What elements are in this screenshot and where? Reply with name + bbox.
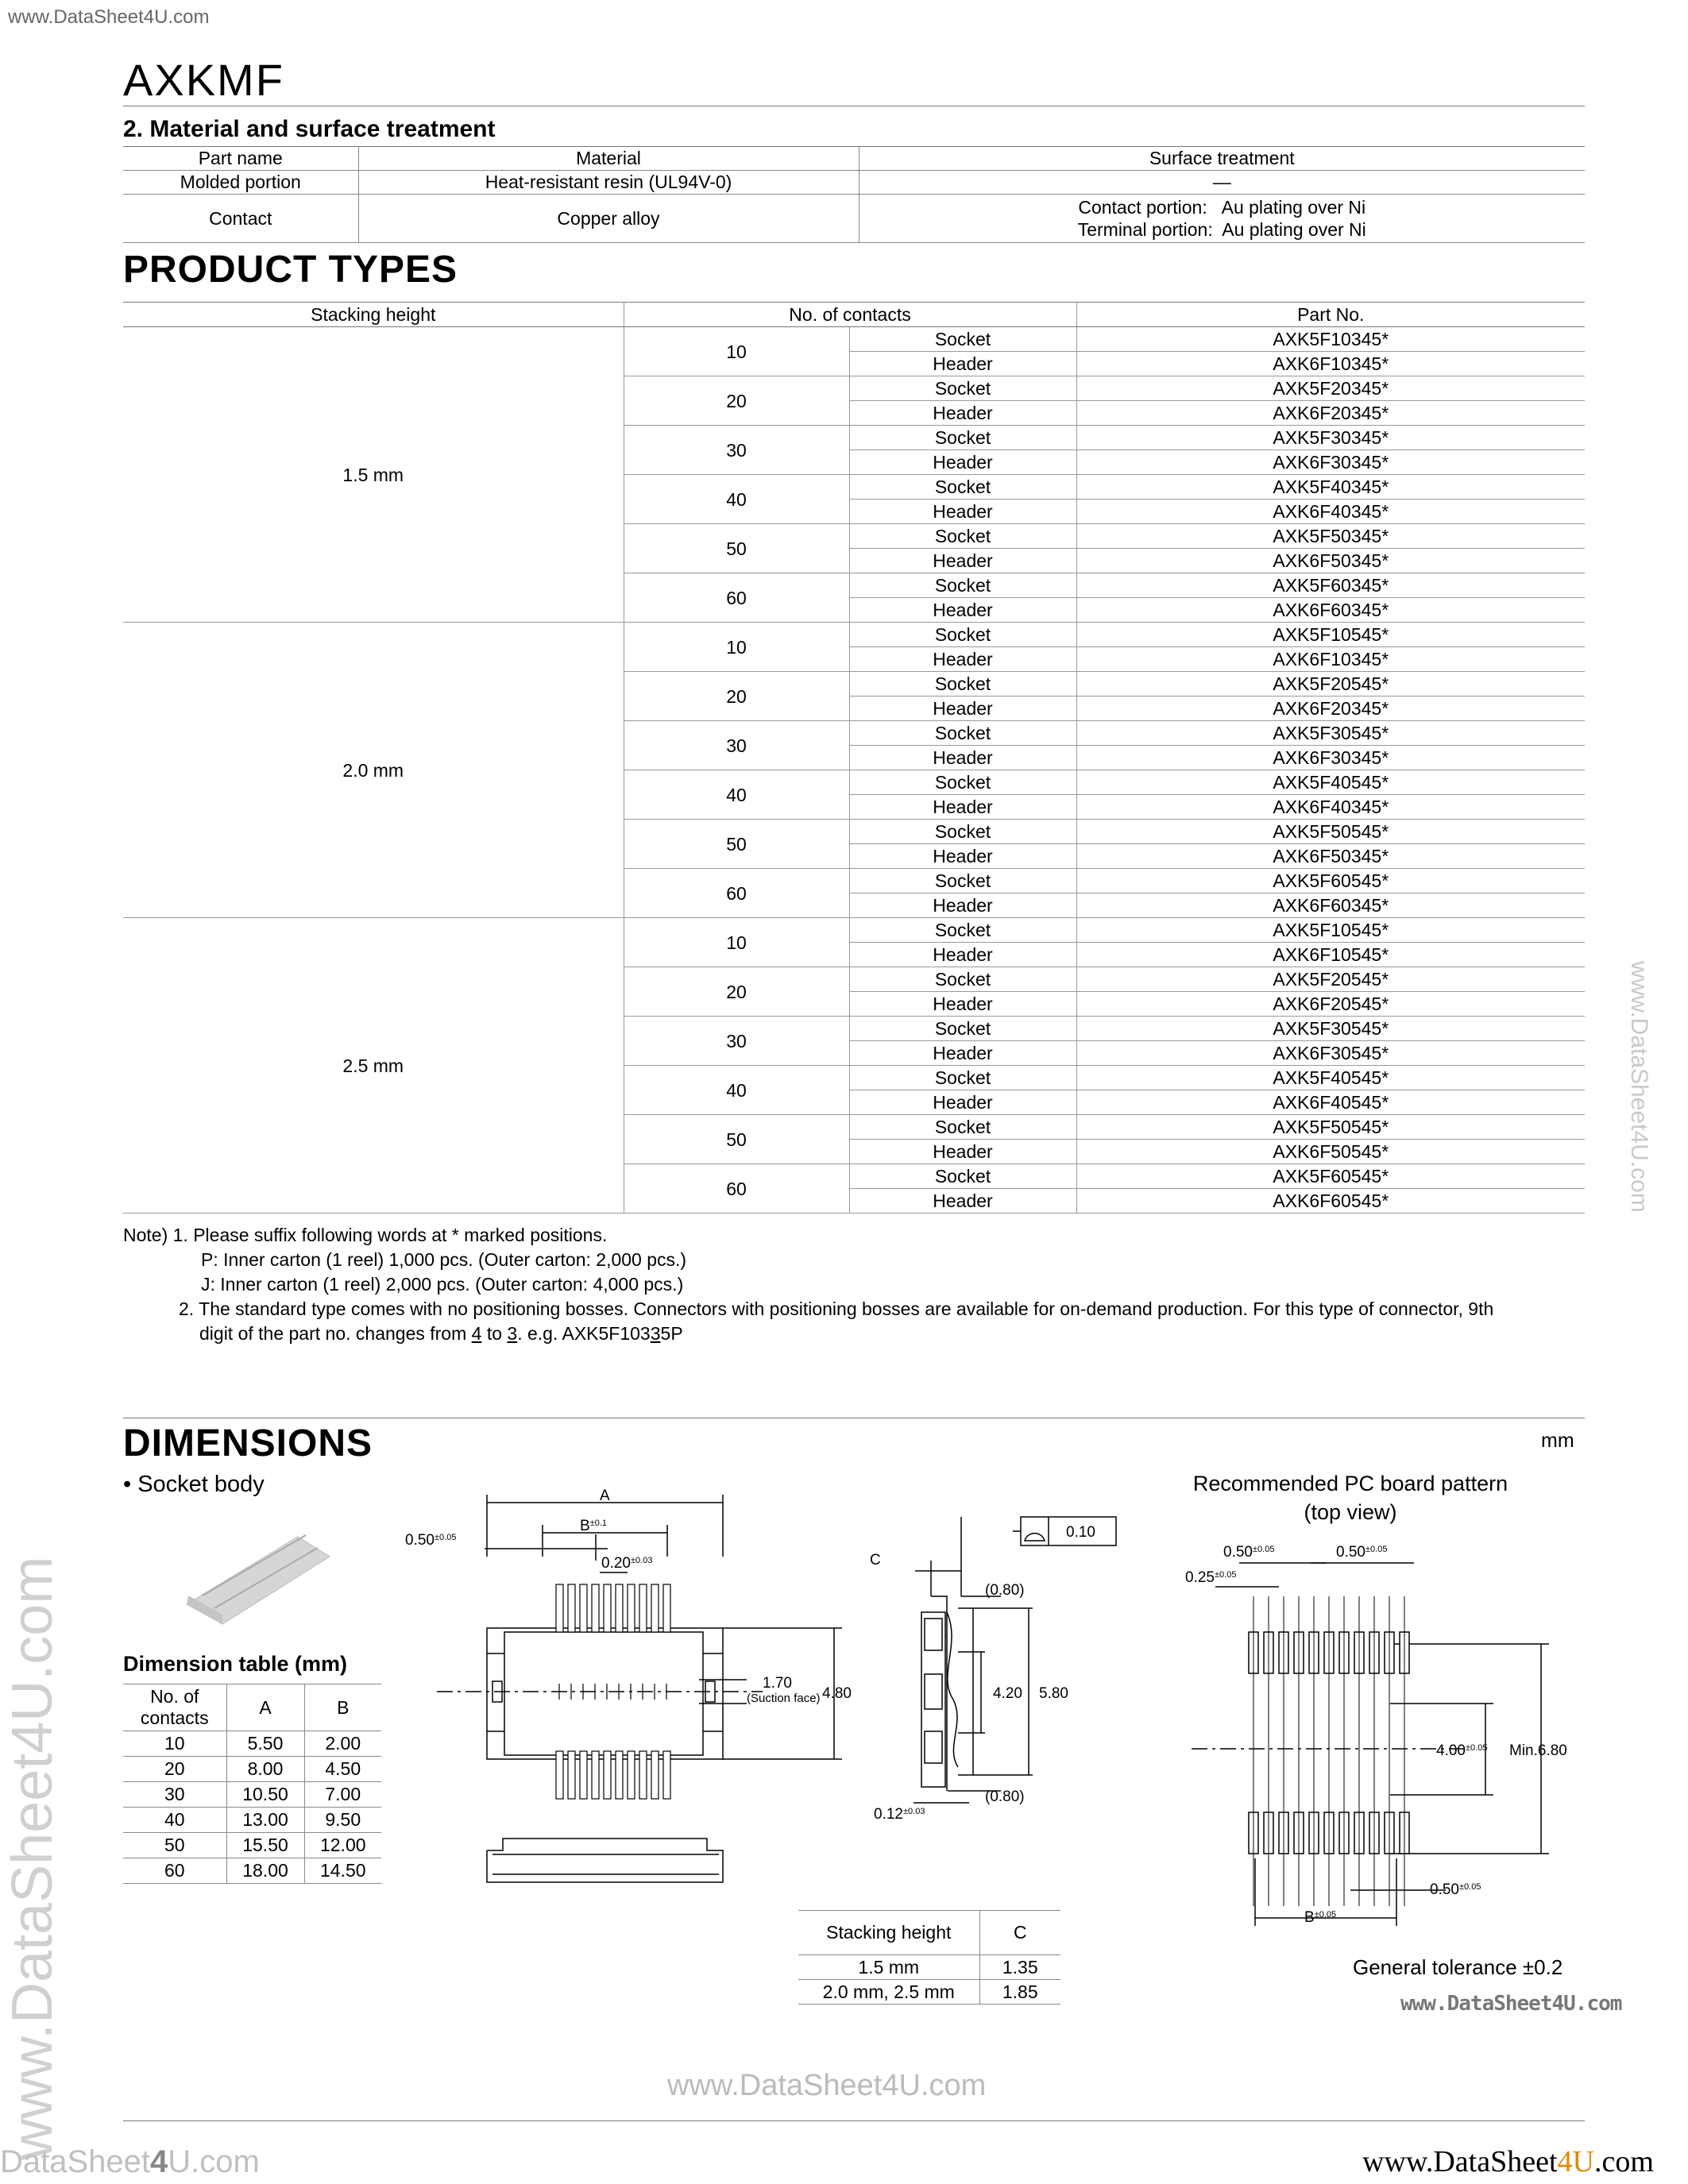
product-types-wrap bbox=[123, 302, 1585, 1214]
dim-row bbox=[123, 1808, 381, 1833]
dim-body bbox=[123, 1731, 381, 1884]
contact-pin bbox=[663, 1751, 670, 1799]
material-cell: — bbox=[859, 171, 1585, 195]
contact-pin bbox=[568, 1584, 575, 1632]
general-tolerance: General tolerance ±0.2 bbox=[1353, 1955, 1563, 1979]
pcb-dim-050-bottom-tol: ±0.05 bbox=[1458, 1882, 1481, 1892]
contact-pin bbox=[639, 1751, 647, 1799]
unit-label: mm bbox=[1541, 1430, 1574, 1452]
pt-type-socket: Socket bbox=[849, 770, 1076, 795]
dim-cell: 4.50 bbox=[304, 1757, 381, 1782]
pt-type-header: Header bbox=[849, 893, 1076, 918]
pt-part-no: AXK6F60345* bbox=[1076, 598, 1585, 623]
pt-contacts: 50 bbox=[624, 820, 849, 869]
note-2b bbox=[123, 1322, 1593, 1346]
dim-cell: 14.50 bbox=[304, 1858, 381, 1884]
pt-type-socket: Socket bbox=[849, 820, 1076, 844]
pt-type-header: Header bbox=[849, 1189, 1076, 1214]
contact-pin bbox=[604, 1751, 611, 1799]
pt-header-contacts: No. of contacts bbox=[624, 303, 1076, 327]
dim-cell: 50 bbox=[123, 1833, 226, 1858]
contact-pin bbox=[616, 1751, 623, 1799]
pt-type-socket: Socket bbox=[849, 524, 1076, 549]
pt-part-no: AXK6F40345* bbox=[1076, 795, 1585, 820]
pt-part-no: AXK6F40545* bbox=[1076, 1090, 1585, 1115]
pt-part-no: AXK6F10345* bbox=[1076, 352, 1585, 376]
socket-body-label: • Socket body bbox=[123, 1472, 265, 1497]
pt-part-no: AXK5F50545* bbox=[1076, 1115, 1585, 1140]
footer-left-4: 4 bbox=[150, 2144, 168, 2179]
note-2b-mid: to bbox=[481, 1323, 508, 1344]
pcb-dim-025-tol: ±0.05 bbox=[1214, 1570, 1237, 1580]
pcb-dim-025-value: 0.25 bbox=[1185, 1569, 1215, 1586]
pcb-title-line2: (top view) bbox=[1304, 1500, 1397, 1524]
pt-row bbox=[123, 918, 1585, 943]
dim-012 bbox=[874, 1806, 925, 1823]
dim-cell: 60 bbox=[123, 1858, 226, 1884]
pt-type-socket: Socket bbox=[849, 918, 1076, 943]
footer-left-watermark bbox=[0, 2144, 260, 2180]
pcb-dim-b-tol: ±0.05 bbox=[1314, 1910, 1337, 1920]
pt-type-socket: Socket bbox=[849, 967, 1076, 992]
pt-type-socket: Socket bbox=[849, 376, 1076, 401]
pt-type-header: Header bbox=[849, 500, 1076, 524]
pcb-pads bbox=[1249, 1596, 1409, 1906]
pcb-title-line1: Recommended PC board pattern bbox=[1192, 1472, 1508, 1495]
pt-part-no: AXK6F30345* bbox=[1076, 450, 1585, 475]
dim-020-value: 0.20 bbox=[601, 1555, 631, 1572]
pcb-dim-b-value: B bbox=[1304, 1909, 1315, 1926]
pcb-pattern bbox=[1168, 1541, 1581, 1938]
pt-type-socket: Socket bbox=[849, 721, 1076, 746]
dim-b-value: B bbox=[580, 1518, 590, 1534]
dim-cell: 18.00 bbox=[226, 1858, 304, 1884]
dim-cell: 15.50 bbox=[226, 1833, 304, 1858]
center-watermark: www.DataSheet4U.com bbox=[667, 2069, 987, 2102]
product-types-heading: PRODUCT TYPES bbox=[123, 249, 458, 291]
pcb-dim-050-left-tol: ±0.05 bbox=[1252, 1545, 1275, 1554]
note-2b-pre: digit of the part no. changes from bbox=[199, 1323, 472, 1344]
stack-cell: 2.0 mm, 2.5 mm bbox=[798, 1980, 979, 2005]
dim-row bbox=[123, 1782, 381, 1808]
pt-type-socket: Socket bbox=[849, 573, 1076, 598]
dimension-table bbox=[123, 1684, 381, 1884]
pt-part-no: AXK5F30545* bbox=[1076, 1017, 1585, 1041]
pt-part-no: AXK6F20345* bbox=[1076, 696, 1585, 721]
dim-cell: 10.50 bbox=[226, 1782, 304, 1808]
dim-header-b: B bbox=[304, 1684, 381, 1731]
pt-part-no: AXK5F10345* bbox=[1076, 327, 1585, 352]
dim-header-contacts: No. of contacts bbox=[123, 1684, 226, 1731]
dim-a: A bbox=[600, 1488, 610, 1504]
pcb-dim-050-left-value: 0.50 bbox=[1223, 1544, 1253, 1561]
note-1j: J: Inner carton (1 reel) 2,000 pcs. (Outer carton: 4,000 pcs.) bbox=[201, 1274, 684, 1295]
socket-photo-icon bbox=[179, 1529, 338, 1632]
pt-contacts: 60 bbox=[624, 1164, 849, 1214]
material-cell bbox=[859, 195, 1585, 243]
pt-stacking-height: 2.0 mm bbox=[123, 623, 624, 918]
right-bottom-watermark: www.DataSheet4U.com bbox=[1400, 1992, 1622, 2016]
contact-pin bbox=[651, 1584, 659, 1632]
dim-020 bbox=[601, 1555, 652, 1572]
dim-row bbox=[123, 1833, 381, 1858]
dim-cell: 13.00 bbox=[226, 1808, 304, 1833]
footer-right-a: www.DataSheet bbox=[1362, 2145, 1558, 2178]
pt-type-socket: Socket bbox=[849, 327, 1076, 352]
pcb-title bbox=[1184, 1469, 1517, 1526]
pt-part-no: AXK6F30545* bbox=[1076, 1041, 1585, 1066]
material-heading: 2. Material and surface treatment bbox=[123, 116, 496, 142]
dimensions-heading: DIMENSIONS bbox=[123, 1422, 373, 1464]
pcb-min-680: Min.6.80 bbox=[1509, 1742, 1567, 1759]
material-cell: Contact bbox=[123, 195, 358, 243]
pt-type-header: Header bbox=[849, 696, 1076, 721]
note-2b-eg-end: 5P bbox=[660, 1323, 683, 1344]
pt-part-no: AXK5F60545* bbox=[1076, 869, 1585, 893]
pt-type-socket: Socket bbox=[849, 1164, 1076, 1189]
dim-b-tol: ±0.1 bbox=[589, 1518, 608, 1528]
footer-rule bbox=[123, 2120, 1585, 2121]
contact-pin bbox=[628, 1584, 635, 1632]
pt-contacts: 20 bbox=[624, 967, 849, 1017]
pt-part-no: AXK5F60545* bbox=[1076, 1164, 1585, 1189]
dim-480: 4.80 bbox=[822, 1685, 852, 1702]
pt-header-part: Part No. bbox=[1076, 303, 1585, 327]
pt-type-socket: Socket bbox=[849, 623, 1076, 647]
pt-contacts: 60 bbox=[624, 869, 849, 918]
pt-type-header: Header bbox=[849, 352, 1076, 376]
pcb-dim-400-tol: ±0.05 bbox=[1465, 1743, 1488, 1753]
note-2b-eg: . e.g. AXK5F103 bbox=[517, 1323, 651, 1344]
pt-contacts: 20 bbox=[624, 376, 849, 426]
top-watermark: www.DataSheet4U.com bbox=[8, 6, 210, 28]
pcb-dim-050-left bbox=[1223, 1544, 1274, 1561]
notes bbox=[123, 1223, 1593, 1346]
pt-part-no: AXK5F20545* bbox=[1076, 967, 1585, 992]
pt-type-socket: Socket bbox=[849, 1017, 1076, 1041]
pt-stacking-height: 2.5 mm bbox=[123, 918, 624, 1214]
pcb-dim-050-bottom bbox=[1430, 1881, 1481, 1898]
pt-row bbox=[123, 623, 1585, 647]
contact-pin bbox=[568, 1751, 575, 1799]
pt-type-header: Header bbox=[849, 992, 1076, 1017]
pt-type-socket: Socket bbox=[849, 869, 1076, 893]
footer-right-watermark bbox=[1362, 2144, 1654, 2179]
material-header-part: Part name bbox=[123, 147, 358, 171]
dim-c: C bbox=[870, 1552, 881, 1569]
page-title: AXKMF bbox=[123, 55, 284, 105]
pt-part-no: AXK5F30545* bbox=[1076, 721, 1585, 746]
contact-pin bbox=[628, 1751, 635, 1799]
pt-stacking-height: 1.5 mm bbox=[123, 327, 624, 623]
dim-pitch-050-value: 0.50 bbox=[405, 1532, 435, 1549]
pt-part-no: AXK6F10545* bbox=[1076, 943, 1585, 967]
pt-part-no: AXK6F10345* bbox=[1076, 647, 1585, 672]
material-table-wrap bbox=[123, 146, 1585, 243]
pt-part-no: AXK5F30345* bbox=[1076, 426, 1585, 450]
pt-part-no: AXK5F50545* bbox=[1076, 820, 1585, 844]
pcb-dim-400 bbox=[1436, 1742, 1487, 1759]
dim-080-top: (0.80) bbox=[985, 1582, 1025, 1599]
pt-part-no: AXK6F40345* bbox=[1076, 500, 1585, 524]
note-1: Note) 1. Please suffix following words at * marked positions. bbox=[123, 1225, 608, 1245]
pt-contacts: 50 bbox=[624, 1115, 849, 1164]
surface-line: Contact portion: Au plating over Ni bbox=[1078, 197, 1366, 218]
note-2: 2. The standard type comes with no positioning bosses. Connectors with positioning bosses are available for on-demand production. For this type of connector, 9th bbox=[179, 1298, 1494, 1319]
product-types-table bbox=[123, 302, 1585, 1214]
contact-pin bbox=[592, 1751, 599, 1799]
pt-part-no: AXK5F10545* bbox=[1076, 918, 1585, 943]
pt-part-no: AXK5F10545* bbox=[1076, 623, 1585, 647]
pt-part-no: AXK5F50345* bbox=[1076, 524, 1585, 549]
pt-part-no: AXK6F20345* bbox=[1076, 401, 1585, 426]
pcb-dim-050-right bbox=[1336, 1544, 1387, 1561]
pt-part-no: AXK6F50345* bbox=[1076, 844, 1585, 869]
dim-cell: 12.00 bbox=[304, 1833, 381, 1858]
contact-pin bbox=[556, 1751, 563, 1799]
pcb-dim-025 bbox=[1185, 1569, 1236, 1586]
pt-part-no: AXK6F30345* bbox=[1076, 746, 1585, 770]
pt-type-header: Header bbox=[849, 598, 1076, 623]
dim-row bbox=[123, 1757, 381, 1782]
dim-cell: 30 bbox=[123, 1782, 226, 1808]
pt-type-socket: Socket bbox=[849, 426, 1076, 450]
dim-cell: 7.00 bbox=[304, 1782, 381, 1808]
contact-pin bbox=[592, 1584, 599, 1632]
dim-row bbox=[123, 1731, 381, 1757]
pt-contacts: 20 bbox=[624, 672, 849, 721]
pt-contacts: 40 bbox=[624, 770, 849, 820]
dim-cell: 9.50 bbox=[304, 1808, 381, 1833]
contact-pin bbox=[580, 1751, 587, 1799]
contact-pin bbox=[663, 1584, 670, 1632]
pcb-dim-050-right-value: 0.50 bbox=[1336, 1544, 1365, 1561]
pt-type-header: Header bbox=[849, 450, 1076, 475]
pt-type-socket: Socket bbox=[849, 1066, 1076, 1090]
pt-contacts: 30 bbox=[624, 721, 849, 770]
dim-cell: 5.50 bbox=[226, 1731, 304, 1757]
contact-pin bbox=[616, 1584, 623, 1632]
note-2b-eg-u: 3 bbox=[650, 1323, 661, 1344]
dim-420: 4.20 bbox=[993, 1685, 1022, 1702]
contact-pin bbox=[580, 1584, 587, 1632]
dim-580: 5.80 bbox=[1039, 1685, 1068, 1702]
material-cell: Copper alloy bbox=[358, 195, 859, 243]
footer-left-b: U.com bbox=[168, 2144, 260, 2179]
pt-contacts: 40 bbox=[624, 1066, 849, 1115]
stack-cell: 1.85 bbox=[979, 1980, 1060, 2005]
surface-line: Terminal portion: Au plating over Ni bbox=[1077, 219, 1366, 240]
dim-pitch-050-tol: ±0.05 bbox=[434, 1533, 457, 1542]
dim-table-title: Dimension table (mm) bbox=[123, 1652, 348, 1676]
dim-012-value: 0.12 bbox=[874, 1806, 903, 1823]
material-header-material: Material bbox=[358, 147, 859, 171]
pt-type-header: Header bbox=[849, 795, 1076, 820]
material-table bbox=[123, 147, 1585, 243]
material-header-surface: Surface treatment bbox=[859, 147, 1585, 171]
material-cell: Molded portion bbox=[123, 171, 358, 195]
pt-type-header: Header bbox=[849, 647, 1076, 672]
pt-type-header: Header bbox=[849, 549, 1076, 573]
material-cell: Heat-resistant resin (UL94V-0) bbox=[358, 171, 859, 195]
pt-part-no: AXK6F50345* bbox=[1076, 549, 1585, 573]
dim-header-a: A bbox=[226, 1684, 304, 1731]
pt-type-header: Header bbox=[849, 401, 1076, 426]
pt-type-header: Header bbox=[849, 1090, 1076, 1115]
dim-080-bottom: (0.80) bbox=[985, 1788, 1025, 1805]
stack-header-height: Stacking height bbox=[798, 1911, 979, 1955]
pt-part-no: AXK6F50545* bbox=[1076, 1140, 1585, 1164]
pcb-dim-b bbox=[1304, 1909, 1336, 1926]
pt-part-no: AXK6F60545* bbox=[1076, 1189, 1585, 1214]
dim-170: 1.70 bbox=[763, 1675, 792, 1692]
pt-type-header: Header bbox=[849, 746, 1076, 770]
pt-part-no: AXK5F20545* bbox=[1076, 672, 1585, 696]
pt-header-height: Stacking height bbox=[123, 303, 624, 327]
pt-contacts: 10 bbox=[624, 918, 849, 967]
pt-row bbox=[123, 327, 1585, 352]
contact-pin bbox=[556, 1584, 563, 1632]
footer-right-4u: 4U bbox=[1557, 2145, 1594, 2178]
right-vertical-watermark: www.DataSheet4U.com bbox=[1626, 961, 1652, 1213]
pt-contacts: 60 bbox=[624, 573, 849, 623]
footer-right-b: .com bbox=[1593, 2145, 1654, 2178]
pt-part-no: AXK5F40545* bbox=[1076, 770, 1585, 795]
dim-b bbox=[580, 1518, 607, 1534]
stack-header-c: C bbox=[979, 1911, 1060, 1955]
dim-cell: 40 bbox=[123, 1808, 226, 1833]
note-1p: P: Inner carton (1 reel) 1,000 pcs. (Outer carton: 2,000 pcs.) bbox=[201, 1249, 687, 1270]
left-vertical-watermark: www.DataSheet4U.com bbox=[1, 1556, 64, 2160]
pt-type-socket: Socket bbox=[849, 672, 1076, 696]
dim-012-tol: ±0.03 bbox=[902, 1807, 925, 1816]
pt-part-no: AXK5F60345* bbox=[1076, 573, 1585, 598]
dim-cell: 2.00 bbox=[304, 1731, 381, 1757]
pt-part-no: AXK5F20345* bbox=[1076, 376, 1585, 401]
stacking-table bbox=[798, 1910, 1060, 2005]
pcb-dim-400-value: 4.00 bbox=[1436, 1742, 1466, 1759]
pt-contacts: 40 bbox=[624, 475, 849, 524]
pt-part-no: AXK5F40545* bbox=[1076, 1066, 1585, 1090]
pt-body bbox=[123, 327, 1585, 1214]
pt-contacts: 10 bbox=[624, 327, 849, 376]
pt-part-no: AXK6F20545* bbox=[1076, 992, 1585, 1017]
pcb-dim-050-bottom-value: 0.50 bbox=[1430, 1881, 1459, 1898]
dim-cell: 10 bbox=[123, 1731, 226, 1757]
stack-cell: 1.35 bbox=[979, 1955, 1060, 1980]
pt-contacts: 50 bbox=[624, 524, 849, 573]
pt-contacts: 10 bbox=[624, 623, 849, 672]
pt-part-no: AXK6F60345* bbox=[1076, 893, 1585, 918]
note-2b-from: 4 bbox=[471, 1323, 482, 1344]
pt-type-header: Header bbox=[849, 943, 1076, 967]
contact-pin bbox=[639, 1584, 647, 1632]
pt-type-header: Header bbox=[849, 844, 1076, 869]
pt-type-header: Header bbox=[849, 1041, 1076, 1066]
contact-pin bbox=[651, 1751, 659, 1799]
pt-contacts: 30 bbox=[624, 1017, 849, 1066]
dim-cell: 8.00 bbox=[226, 1757, 304, 1782]
pcb-dim-050-right-tol: ±0.05 bbox=[1365, 1545, 1388, 1554]
contact-pin bbox=[604, 1584, 611, 1632]
dim-020-tol: ±0.03 bbox=[630, 1556, 653, 1565]
dim-row bbox=[123, 1858, 381, 1884]
stack-cell: 1.5 mm bbox=[798, 1955, 979, 1980]
suction-face: (Suction face) bbox=[747, 1692, 821, 1705]
dim-pitch-050 bbox=[405, 1532, 456, 1549]
pt-type-header: Header bbox=[849, 1140, 1076, 1164]
pt-type-socket: Socket bbox=[849, 475, 1076, 500]
flatness-value: 0.10 bbox=[1066, 1524, 1095, 1541]
pt-contacts: 30 bbox=[624, 426, 849, 475]
note-2b-to: 3 bbox=[507, 1323, 518, 1344]
pt-type-socket: Socket bbox=[849, 1115, 1076, 1140]
pt-part-no: AXK5F40345* bbox=[1076, 475, 1585, 500]
footer-left-a: DataSheet bbox=[0, 2144, 151, 2179]
dim-cell: 20 bbox=[123, 1757, 226, 1782]
